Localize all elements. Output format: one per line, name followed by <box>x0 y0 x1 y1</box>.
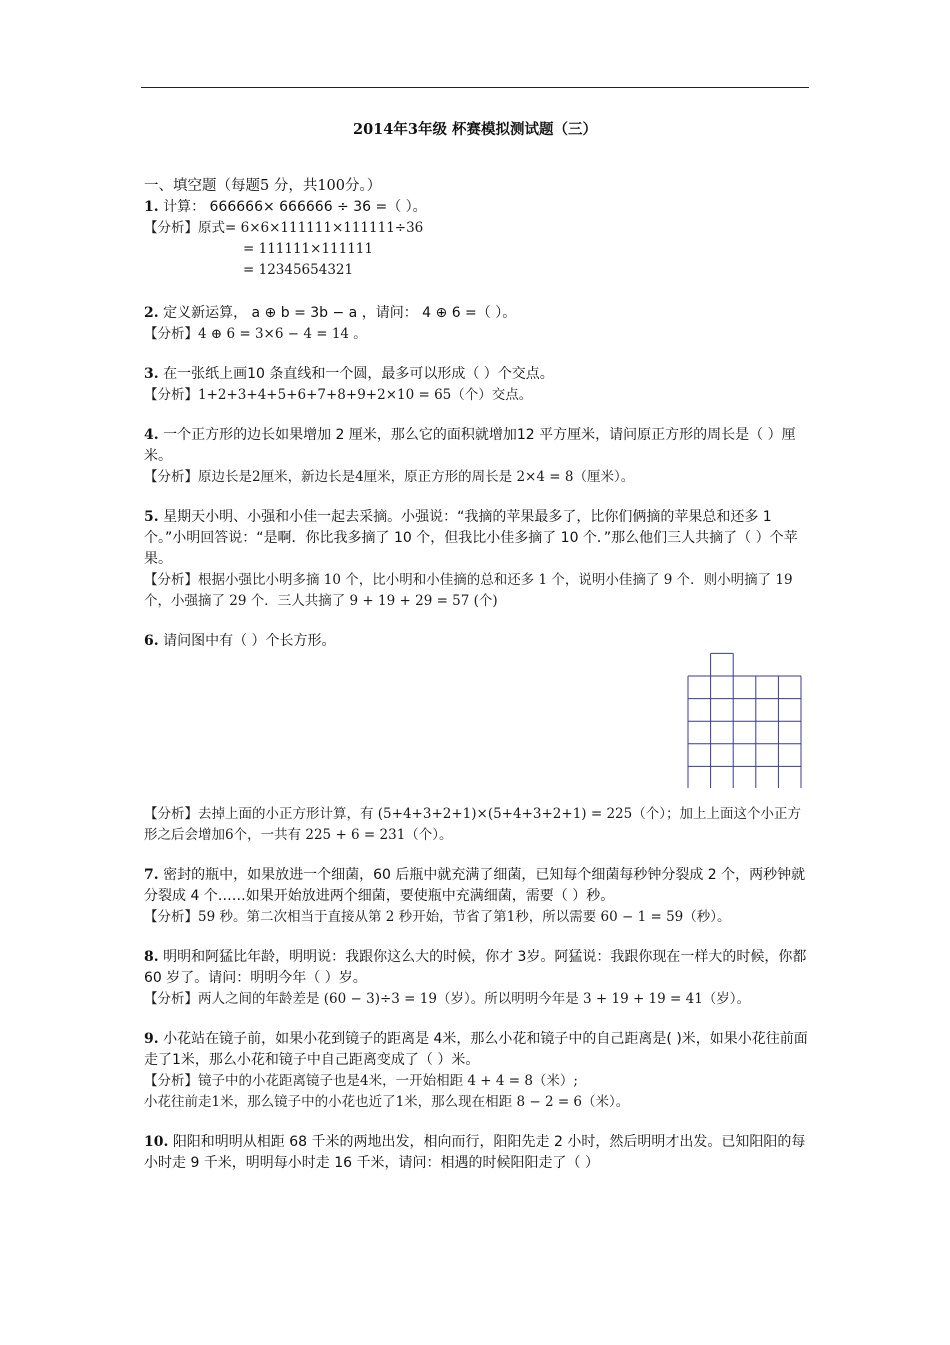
question-number: 1. <box>144 199 159 215</box>
analysis-1-line-3: = 12345654321 <box>243 262 354 278</box>
question-number: 2. <box>144 305 159 321</box>
question-8 <box>144 947 812 989</box>
analysis-1-line-1: 【分析】原式= 6×6×111111×111111÷36 <box>144 220 424 236</box>
analysis-4: 【分析】原边长是2厘米，新边长是4厘米，原正方形的周长是 2×4 = 8（厘米）。 <box>144 469 635 485</box>
rectangle-grid-figure <box>686 652 804 788</box>
question-text: 定义新运算， a ⊕ b = 3b − a ，请问： 4 ⊕ 6 =（ ）。 <box>163 305 517 321</box>
question-number: 5. <box>144 509 159 525</box>
analysis-2: 【分析】4 ⊕ 6 = 3×6 − 4 = 14 。 <box>144 326 367 342</box>
header-rule <box>141 87 809 88</box>
question-number: 7. <box>144 867 159 883</box>
question-text: 计算： 666666× 666666 ÷ 36 =（ ）。 <box>163 199 427 215</box>
question-number: 9. <box>144 1031 159 1047</box>
question-text: 请问图中有（ ）个长方形。 <box>163 633 336 649</box>
page-title: 2014年3年级 杯赛模拟测试题（三） <box>353 121 597 138</box>
question-9 <box>144 1029 812 1071</box>
question-3 <box>144 364 812 385</box>
question-number: 10. <box>144 1134 169 1150</box>
question-text: 密封的瓶中，如果放进一个细菌，60 后瓶中就充满了细菌，已知每个细菌每秒钟分裂成 2 个，两秒钟就分裂成 4 个……如果开始放进两个细菌，要使瓶中充满细菌，需要（ ）秒。 <box>144 867 806 904</box>
figure-area <box>144 652 812 804</box>
question-text: 小花站在镜子前，如果小花到镜子的距离是 4米，那么小花和镜子中的自己距离是( )米，如果小花往前面走了1米，那么小花和镜子中自己距离变成了（ ）米。 <box>144 1031 808 1068</box>
question-text: 阳阳和明明从相距 68 千米的两地出发，相向而行，阳阳先走 2 小时，然后明明才出发。已知阳阳的每小时走 9 千米，明明每小时走 16 千米，请问：相遇的时候阳阳走了（ ） <box>144 1134 806 1171</box>
question-6 <box>144 631 812 652</box>
question-number: 4. <box>144 427 159 443</box>
question-number: 6. <box>144 633 159 649</box>
question-text: 明明和阿猛比年龄，明明说：我跟你这么大的时候，你才 3岁。阿猛说：我跟你现在一样大的时候，你都 60 岁了。请问：明明今年（ ）岁。 <box>144 949 807 986</box>
question-text: 在一张纸上画10 条直线和一个圆，最多可以形成（ ）个交点。 <box>163 366 554 382</box>
question-10 <box>144 1132 812 1174</box>
question-7 <box>144 865 812 907</box>
analysis-7: 【分析】59 秒。第二次相当于直接从第 2 秒开始，节省了第1秒，所以需要 60 − 1 = 59（秒）。 <box>144 909 731 925</box>
question-text: 星期天小明、小强和小佳一起去采摘。小强说：“我摘的苹果最多了，比你们俩摘的苹果总和还多 1 个。”小明回答说：“是啊．你比我多摘了 10 个，但我比小佳多摘了 10 个．”那么他们三人共摘了（ ）个苹果。 <box>144 509 798 567</box>
analysis-1-line-2: = 111111×111111 <box>243 241 373 257</box>
question-4 <box>144 425 812 467</box>
analysis-5: 【分析】根据小强比小明多摘 10 个，比小明和小佳摘的总和还多 1 个，说明小佳摘了 9 个．则小明摘了 19 个，小强摘了 29 个．三人共摘了 9 + 19 + 29 = 57 (个) <box>144 572 793 609</box>
analysis-8: 【分析】两人之间的年龄差是 (60 − 3)÷3 = 19（岁）。所以明明今年是 3 + 19 + 19 = 41（岁）。 <box>144 991 751 1007</box>
question-1 <box>144 197 812 218</box>
analysis-9-line-2: 小花往前走1米，那么镜子中的小花也近了1米，那么现在相距 8 − 2 = 6（米）。 <box>144 1094 630 1110</box>
question-5 <box>144 507 812 570</box>
analysis-9-line-1: 【分析】镜子中的小花距离镜子也是4米，一开始相距 4 + 4 = 8（米）; <box>144 1073 578 1089</box>
section-heading: 一、填空题（每题5 分，共100分。） <box>144 178 382 194</box>
document-body <box>144 176 812 1174</box>
analysis-3: 【分析】1+2+3+4+5+6+7+8+9+2×10 = 65（个）交点。 <box>144 387 533 403</box>
analysis-6: 【分析】去掉上面的小正方形计算，有 (5+4+3+2+1)×(5+4+3+2+1) = 225（个）；加上上面这个小正方形之后会增加6个，一共有 225 + 6 = 231（个）。 <box>144 806 801 843</box>
question-number: 8. <box>144 949 159 965</box>
question-number: 3. <box>144 366 159 382</box>
question-text: 一个正方形的边长如果增加 2 厘米，那么它的面积就增加12 平方厘米，请问原正方形的周长是（ ）厘米。 <box>144 427 796 464</box>
question-2 <box>144 303 812 324</box>
